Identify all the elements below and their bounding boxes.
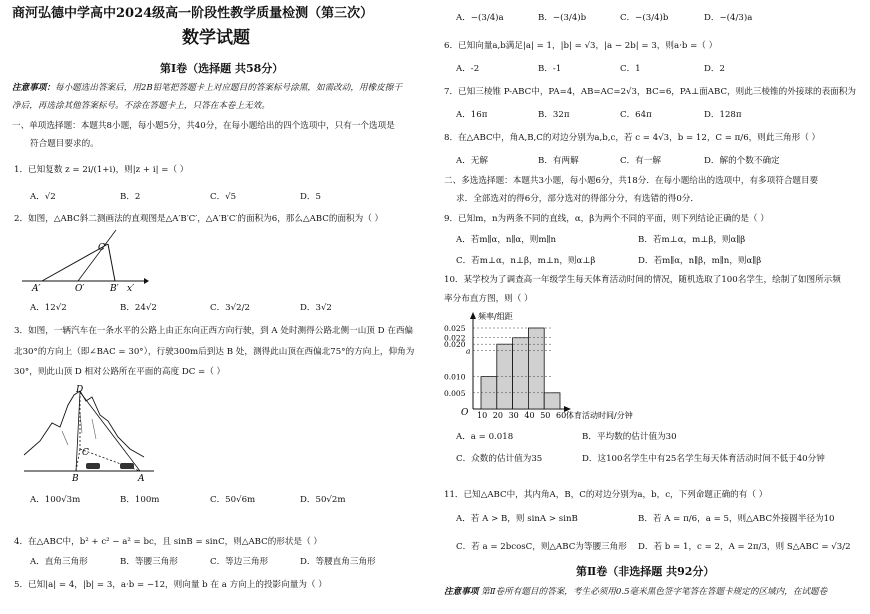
x-tick-label: 10 xyxy=(477,411,488,420)
q4-option-b[interactable]: B．等腰三角形 xyxy=(120,557,178,567)
frequency-histogram xyxy=(444,307,633,429)
q1-option-c[interactable]: C．√5 xyxy=(210,192,237,202)
label-a: A′ xyxy=(32,284,41,294)
x-axis-label: 体育活动时间/分钟 xyxy=(566,411,633,420)
section1-line2: 符合题目要求的。 xyxy=(30,139,99,149)
notice2-label: 注意事项 xyxy=(444,587,479,597)
q3-line1: 3．如图，一辆汽车在一条水平的公路上由正东向正西方向行驶，到 A 处时测得公路北侧一山顶 D 在西偏 xyxy=(14,326,414,336)
q6-stem: 6．已知向量a,b满足|a| = 1，|b| = √3，|a − 2b| = 3，则a·b =（ ） xyxy=(444,41,718,51)
q9-option-b[interactable]: B．若m⊥α，m⊥β，则α∥β xyxy=(638,235,746,245)
section2-line1: 二、多选选择题：本题共3小题，每小题6分，共18分．在每小题给出的选项中，有多项符合题目要 xyxy=(444,176,819,186)
q9-option-a[interactable]: A．若m∥α，n∥α，则m∥n xyxy=(456,235,557,245)
label-o: O′ xyxy=(75,284,85,294)
q10-option-b[interactable]: B．平均数的估计值为30 xyxy=(582,432,677,442)
car-icon xyxy=(86,463,100,469)
q7-option-b[interactable]: B．32π xyxy=(538,110,570,120)
q5-option-b[interactable]: B．−(3/4)b xyxy=(538,13,587,23)
label-c: C′ xyxy=(98,243,107,253)
label-b: B′ xyxy=(110,284,119,294)
y-axis-arrow xyxy=(470,312,476,319)
label-c: C xyxy=(82,448,89,458)
q8-option-a[interactable]: A．无解 xyxy=(456,156,488,166)
q10-option-c[interactable]: C．众数的估计值为35 xyxy=(456,454,543,464)
bars-group xyxy=(481,328,560,409)
q2-option-a[interactable]: A．12√2 xyxy=(30,303,67,313)
q8-option-c[interactable]: C．有一解 xyxy=(620,156,661,166)
q3-line2: 北30°的方向上（即∠BAC = 30°），行驶300m后到达 B 处，测得此山顶在西偏北75°的方向上，仰角为 xyxy=(14,347,415,357)
q3-option-c[interactable]: C．50√6m xyxy=(210,495,256,505)
q2-option-b[interactable]: B．24√2 xyxy=(120,303,157,313)
q3-figure xyxy=(22,383,157,483)
q11-option-d[interactable]: D．若 b = 1，c = 2，A = 2π/3，则 S△ABC = √3/2 xyxy=(638,542,851,552)
q3-option-a[interactable]: A．100√3m xyxy=(30,495,81,505)
y-axis-label: 频率/组距 xyxy=(478,312,513,321)
q6-option-b[interactable]: B．-1 xyxy=(538,64,562,74)
q11-option-b[interactable]: B．若 A = π/6，a = 5，则△ABC外接圆半径为10 xyxy=(638,514,835,524)
line-db xyxy=(76,392,80,471)
label-x: x′ xyxy=(127,284,135,294)
line-da xyxy=(80,392,140,471)
section1-line1: 一、单项选择题：本题共8小题，每小题5分，共40分，在每小题给出的四个选项中，只有一个选项是 xyxy=(12,121,395,131)
notice-label: 注意事项： xyxy=(12,83,55,93)
q6-option-c[interactable]: C．1 xyxy=(620,64,641,74)
y-tick-label: 0.005 xyxy=(444,388,466,398)
y-tick-label: a xyxy=(466,346,471,356)
q9-option-c[interactable]: C．若m⊥α，n⊥β，m⊥n，则α⊥β xyxy=(456,256,596,266)
edge-cb xyxy=(108,244,115,281)
x-axis-arrow xyxy=(144,278,149,284)
q6-option-a[interactable]: A．-2 xyxy=(456,64,480,74)
histogram-bar xyxy=(513,338,529,409)
q1-option-a[interactable]: A．√2 xyxy=(30,192,56,202)
q10-line1: 10．某学校为了调查高一年级学生每天体育活动时间的情况，随机选取了100名学生，绘制了如图所示频 xyxy=(444,275,841,285)
q7-option-c[interactable]: C．64π xyxy=(620,110,652,120)
q11-option-c[interactable]: C．若 a = 2bcosC，则△ABC为等腰三角形 xyxy=(456,542,627,552)
q7-stem: 7．已知三棱锥 P-ABC中，PA=4，AB=AC=2√3，BC=6，PA⊥面ABC，则此三棱锥的外接球的表面积为 xyxy=(444,87,856,97)
q5-option-d[interactable]: D．−(4/3)a xyxy=(704,13,753,23)
x-tick-label: 60 xyxy=(556,411,567,420)
origin-label: O xyxy=(461,408,469,418)
q1-stem: 1．已知复数 z = 2i/(1+i)，则|z + i| =（ ） xyxy=(14,165,189,175)
q9-stem: 9．已知m，n为两条不同的直线，α，β为两个不同的平面，则下列结论正确的是（ ） xyxy=(444,214,769,224)
x-tick-label: 40 xyxy=(524,411,535,420)
q7-option-a[interactable]: A．16π xyxy=(456,110,488,120)
volume2-title: 第Ⅱ卷（非选择题 共92分） xyxy=(576,565,715,578)
q3-option-d[interactable]: D．50√2m xyxy=(300,495,346,505)
x-tick-label: 50 xyxy=(540,411,551,420)
q11-stem: 11．已知△ABC中，其内角A，B，C的对边分别为a，b，c，下列命题正确的有（ ） xyxy=(444,490,768,500)
right-column xyxy=(442,0,862,614)
left-column xyxy=(10,0,430,614)
volume1-title: 第Ⅰ卷（选择题 共58分） xyxy=(160,62,284,75)
x-tick-label: 20 xyxy=(492,411,503,420)
q4-option-a[interactable]: A．直角三角形 xyxy=(30,557,88,567)
q6-option-d[interactable]: D．2 xyxy=(704,64,725,74)
q10-option-d[interactable]: D．这100名学生中有25名学生每天体育活动时间不低于40分钟 xyxy=(582,454,825,464)
y-tick-label: 0.025 xyxy=(444,324,466,333)
q2-option-c[interactable]: C．3√2/2 xyxy=(210,303,250,313)
y-tick-label: 0.022 xyxy=(444,333,466,343)
histogram-bar xyxy=(544,393,560,409)
q2-figure xyxy=(20,228,150,292)
q3-line3: 30°，则此山顶 D 相对公路所在平面的高度 DC =（ ） xyxy=(14,367,226,377)
notice2: 注意事项 第Ⅱ卷所有题目的答案，考生必须用0.5毫米黑色签字笔答在答题卡规定的区域内，在试题卷 xyxy=(444,587,828,597)
notice-line1: 注意事项：每小题选出答案后，用2B铅笔把答题卡上对应题目的答案标号涂黑，如需改动，用橡皮擦干 xyxy=(12,83,402,93)
x-tick-label: 30 xyxy=(508,411,519,420)
q10-option-a[interactable]: A．a = 0.018 xyxy=(456,432,514,442)
q11-option-a[interactable]: A．若 A > B，则 sinA > sinB xyxy=(456,514,578,524)
q7-option-d[interactable]: D．128π xyxy=(704,110,742,120)
q9-option-d[interactable]: D．若m∥α，n∥β，m∥n，则α∥β xyxy=(638,256,762,266)
exam-title: 商河弘德中学高中2024级高一阶段性教学质量检测（第三次） xyxy=(12,6,374,21)
q8-option-d[interactable]: D．解的个数不确定 xyxy=(704,156,780,166)
y-tick-label: 0.010 xyxy=(444,372,466,382)
notice-line2: 净后，再选涂其他答案标号。不涂在答题卡上，只答在本卷上无效。 xyxy=(12,101,270,111)
label-d: D xyxy=(76,385,84,395)
y-tick-label: 0.020 xyxy=(444,340,466,350)
section2-line2: 求．全部选对的得6分，部分选对的得部分分，有选错的得0分． xyxy=(456,194,699,204)
car-icon xyxy=(120,463,134,469)
q4-option-d[interactable]: D．等腰直角三角形 xyxy=(300,557,376,567)
q8-stem: 8．在△ABC中，角A,B,C的对边分别为a,b,c，若 c = 4√3，b = 12，C = π/6，则此三角形（ ） xyxy=(444,133,821,143)
label-a: A xyxy=(138,474,145,484)
q8-option-b[interactable]: B．有两解 xyxy=(538,156,579,166)
q4-stem: 4．在△ABC中，b² + c² − a² = bc，且 sinB = sinC，则△ABC的形状是（ ） xyxy=(14,537,322,547)
q1-option-b[interactable]: B．2 xyxy=(120,192,141,202)
q5-stem: 5．已知|a| = 4，|b| = 3，a·b = −12，则向量 b 在 a 方向上的投影向量为（ ） xyxy=(14,580,327,590)
q2-stem: 2．如图，△ABC斜二测画法的直观图是△A′B′C′，△A′B′C′的面积为6，那么△ABC的面积为（ ） xyxy=(14,214,384,224)
q5-option-a[interactable]: A．−(3/4)a xyxy=(456,13,504,23)
q3-option-b[interactable]: B．100m xyxy=(120,495,160,505)
q4-option-c[interactable]: C．等边三角形 xyxy=(210,557,269,567)
label-b: B xyxy=(72,474,79,484)
q2-option-d[interactable]: D．3√2 xyxy=(300,303,332,313)
q1-option-d[interactable]: D．5 xyxy=(300,192,321,202)
histogram-bar xyxy=(528,328,544,409)
subject-title: 数学试题 xyxy=(182,28,250,48)
q10-line2: 率分布直方图，则（ ） xyxy=(444,294,533,304)
q5-option-c[interactable]: C．−(3/4)b xyxy=(620,13,669,23)
